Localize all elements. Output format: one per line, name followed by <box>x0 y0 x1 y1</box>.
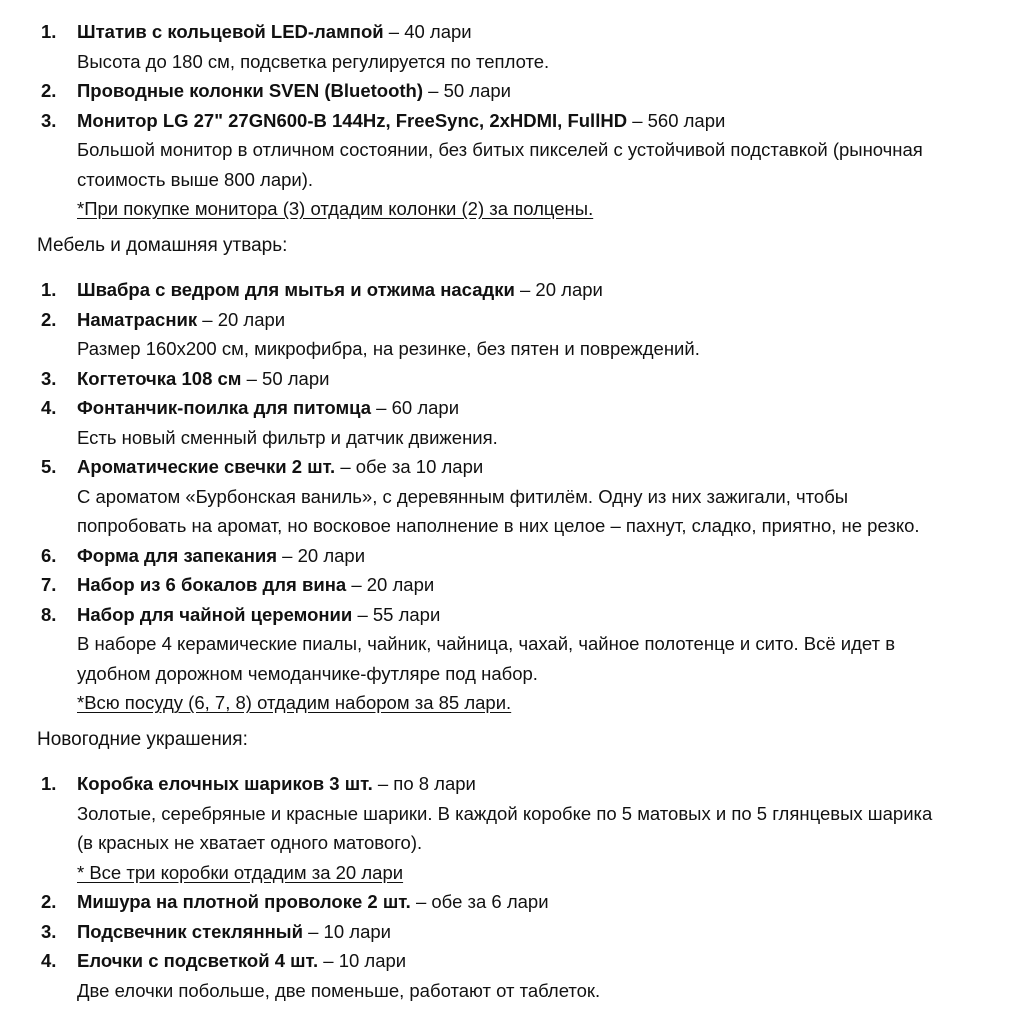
item-name: Елочки с подсветкой 4 шт. <box>77 950 319 971</box>
item-description: Две елочки побольше, две поменьше, работают от таблеток. <box>77 979 601 1001</box>
item-number: 7. <box>41 574 57 595</box>
item-description: Размер 160х200 см, микрофибра, на резинке, без пятен и повреждений. <box>77 338 700 359</box>
list-item <box>0 17 1024 76</box>
item-description: Есть новый сменный фильтр и датчик движения. <box>77 426 498 448</box>
list-item <box>0 106 1024 224</box>
item-price: – 10 лари <box>302 920 391 942</box>
item-description: Высота до 180 см, подсветка регулируется по теплоте. <box>77 50 550 72</box>
item-title-line <box>77 393 1004 423</box>
item-number: 2. <box>41 308 57 330</box>
item-description: удобном дорожном чемоданчике-футляре под набор. <box>77 662 538 684</box>
item-title-line <box>77 275 1004 305</box>
list-item <box>0 887 1024 917</box>
section-heading: Мебель и домашняя утварь: <box>37 234 288 256</box>
item-number: 1. <box>41 21 57 42</box>
item-description: попробовать на аромат, но восковое наполнение в них целое – пахнут, сладко, приятно, не резко. <box>77 515 920 536</box>
item-name: Фонтанчик-поилка для питомца <box>77 397 372 418</box>
item-price: – 20 лари <box>277 544 366 566</box>
list-item <box>0 275 1024 305</box>
item-price: – обе за 6 лари <box>410 891 549 912</box>
item-price: – 20 лари <box>197 308 286 330</box>
item-price: – 55 лари <box>352 603 441 625</box>
item-number: 5. <box>41 456 57 477</box>
item-description: Большой монитор в отличном состоянии, без битых пикселей с устойчивой подставкой (рыночная <box>77 139 923 160</box>
item-price: – 50 лари <box>423 80 511 101</box>
item-name: Когтеточка 108 см <box>77 367 242 389</box>
item-number: 3. <box>41 367 57 389</box>
item-title-line <box>77 541 1004 571</box>
section-heading: Новогодние украшения: <box>37 728 248 750</box>
item-name: Наматрасник <box>77 308 198 330</box>
item-price: – 10 лари <box>318 950 407 971</box>
item-number: 1. <box>41 773 57 794</box>
item-name: Коробка елочных шариков 3 шт. <box>77 773 373 794</box>
item-name: Монитор LG 27" 27GN600-B 144Hz, FreeSync, 2xHDMI, FullHD <box>77 109 628 131</box>
list-item <box>0 946 1024 1005</box>
item-name: Форма для запекания <box>77 544 278 566</box>
item-title-line <box>77 887 1004 917</box>
item-name: Набор из 6 бокалов для вина <box>77 574 347 595</box>
item-note-line <box>77 688 1004 718</box>
item-list <box>0 769 1024 1005</box>
item-title-line <box>77 917 1004 947</box>
list-item <box>0 452 1024 541</box>
item-note-line <box>77 194 1004 224</box>
item-price: – 60 лари <box>371 397 460 418</box>
item-description: С ароматом «Бурбонская ваниль», с деревянным фитилём. Одну из них зажигали, чтобы <box>77 485 849 507</box>
item-name: Проводные колонки SVEN (Bluetooth) <box>77 80 423 101</box>
item-number: 3. <box>41 109 57 131</box>
list-item <box>0 305 1024 364</box>
item-description: стоимость выше 800 лари). <box>77 168 314 190</box>
item-title-line <box>77 17 1004 47</box>
item-number: 4. <box>41 950 57 971</box>
item-price: – 560 лари <box>627 109 726 131</box>
item-name: Мишура на плотной проволоке 2 шт. <box>77 891 411 912</box>
item-list <box>0 17 1024 224</box>
item-price: – по 8 лари <box>372 773 476 794</box>
item-note: * Все три коробки отдадим за 20 лари <box>77 861 404 883</box>
item-title-line <box>77 106 1004 136</box>
list-item <box>0 600 1024 718</box>
item-number: 3. <box>41 920 57 942</box>
list-item <box>0 917 1024 947</box>
item-number: 2. <box>41 80 57 101</box>
list-item <box>0 76 1024 106</box>
item-number: 1. <box>41 279 57 300</box>
item-list <box>0 275 1024 718</box>
item-name: Подсвечник стеклянный <box>77 920 303 942</box>
item-title-line <box>77 946 1004 976</box>
list-item <box>0 364 1024 394</box>
item-number: 6. <box>41 544 57 566</box>
item-name: Набор для чайной церемонии <box>77 603 353 625</box>
item-description: Золотые, серебряные и красные шарики. В каждой коробке по 5 матовых и по 5 глянцевых шарика <box>77 802 933 824</box>
item-title-line <box>77 452 1004 482</box>
list-item <box>0 541 1024 571</box>
item-description: (в красных не хватает одного матового). <box>77 832 423 853</box>
item-name: Швабра с ведром для мытья и отжима насадки <box>77 279 515 300</box>
item-note: *При покупке монитора (3) отдадим колонки (2) за полцены. <box>77 198 594 219</box>
item-number: 2. <box>41 891 57 912</box>
item-title-line <box>77 305 1004 335</box>
item-price: – обе за 10 лари <box>335 456 484 477</box>
item-title-line <box>77 600 1004 630</box>
item-note-line <box>77 858 1004 888</box>
item-price: – 20 лари <box>514 279 603 300</box>
item-price: – 50 лари <box>241 367 330 389</box>
item-name: Ароматические свечки 2 шт. <box>77 456 336 477</box>
item-title-line <box>77 769 1004 799</box>
list-item <box>0 570 1024 600</box>
item-title-line <box>77 570 1004 600</box>
item-title-line <box>77 364 1004 394</box>
list-item <box>0 769 1024 887</box>
list-item <box>0 393 1024 452</box>
item-title-line <box>77 76 1004 106</box>
item-price: – 20 лари <box>346 574 435 595</box>
item-note: *Всю посуду (6, 7, 8) отдадим набором за 85 лари. <box>77 692 512 713</box>
item-description: В наборе 4 керамические пиалы, чайник, чайница, чахай, чайное полотенце и сито. Всё идет в <box>77 633 896 654</box>
document-page <box>0 17 1024 1005</box>
item-name: Штатив с кольцевой LED-лампой <box>77 21 384 42</box>
item-number: 4. <box>41 397 57 418</box>
item-price: – 40 лари <box>383 21 472 42</box>
item-number: 8. <box>41 603 57 625</box>
